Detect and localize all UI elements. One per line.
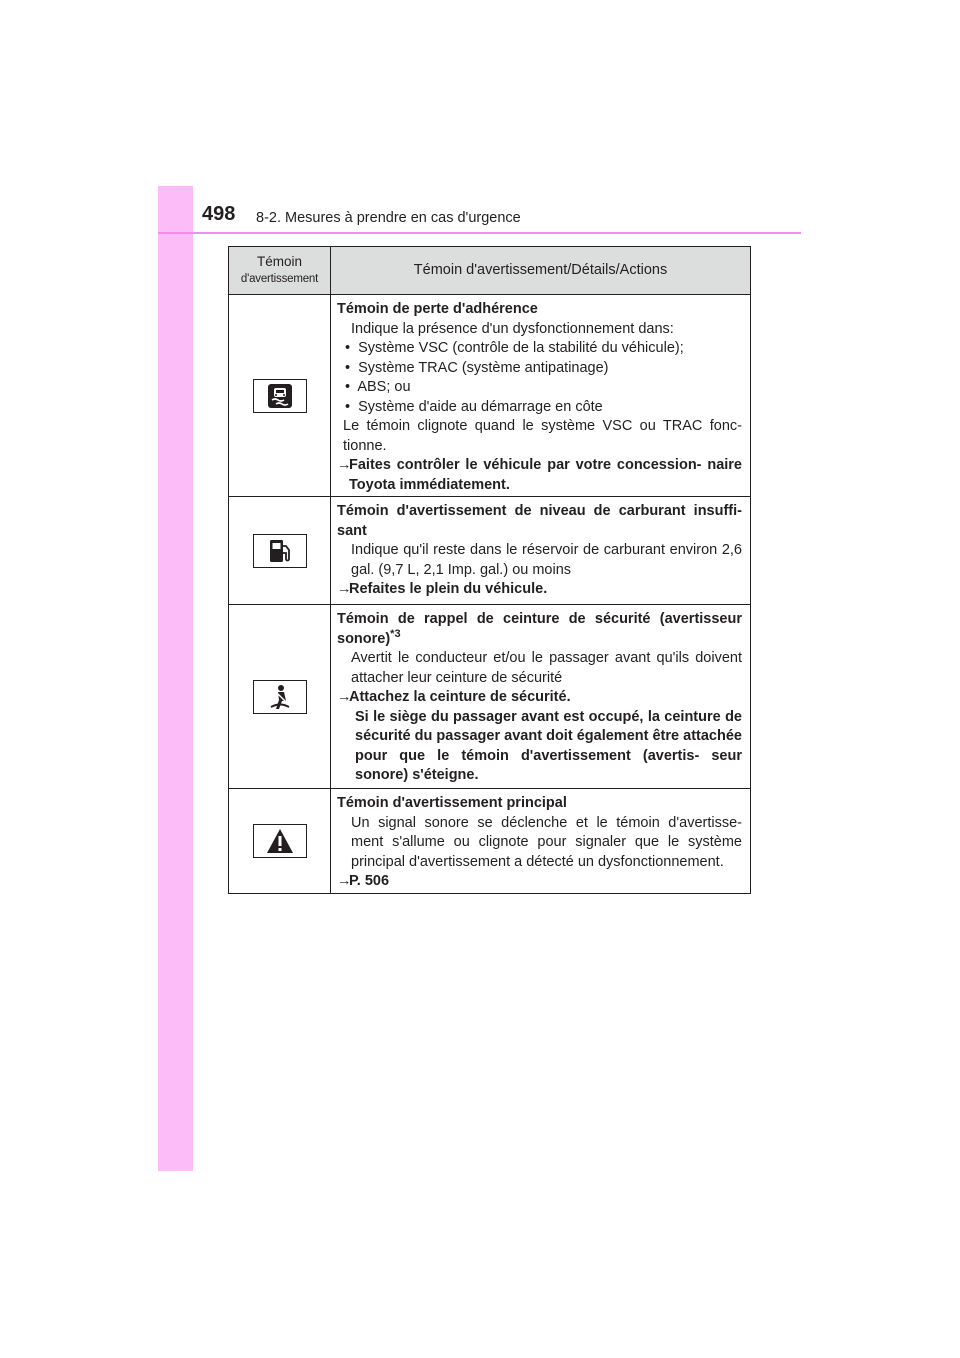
header-light-line1: Témoin [256,254,302,269]
row-intro: Indique la présence d'un dysfonctionnement dans: [351,320,674,337]
table-row [229,295,750,497]
row-note: Le témoin clignote quand le système VSC ou TRAC fonc- tionne. [343,418,742,454]
side-tab-bar [158,186,193,1171]
page-reference[interactable]: P. 506 [349,873,390,889]
row-action [337,688,742,708]
row-text: Un signal sonore se déclenche et le témoin d'avertisse- ment s'allume ou clignote pour signaler que le système principal d'avertissement a détecté un dysfonctionnement. [351,814,742,870]
bullet-text: ABS; ou [357,379,411,395]
header-cell-details: Témoin d'avertissement/Détails/Actions [413,261,668,278]
table-row [229,497,750,605]
action-detail: Si le siège du passager avant est occupé, la ceinture de sécurité du passager avant doit également être attachée pour que le témoin d'avertissement (avertis- seur sonore) s'éteigne. [355,708,742,783]
details-cell [331,497,750,604]
icon-cell [229,789,331,893]
row-title: Témoin d'avertissement principal [337,795,567,811]
header-cell-light [229,247,331,294]
page-number: 498 [202,203,236,225]
slip-indicator-icon [253,379,307,413]
icon-cell [229,497,331,604]
header-light-line2: d'avertissement [240,273,319,285]
row-title: Témoin de perte d'adhérence [337,301,538,317]
bullet-item [337,378,742,398]
details-cell [331,789,750,893]
bullet-glyph: • [345,340,351,356]
table-row [229,789,750,893]
arrow-icon: → [337,689,352,705]
section-title: 8-2. Mesures à prendre en cas d'urgence [256,210,521,226]
table-row [229,605,750,789]
bullet-item [337,339,742,359]
bullet-text: Système VSC (contrôle de la stabilité du véhicule); [358,340,684,356]
action-text: Attachez la ceinture de sécurité. [349,689,571,705]
action-text: Faites contrôler le véhicule par votre concession- naire Toyota immédiatement. [349,457,742,493]
row-action [337,456,742,495]
bullet-text: Système d'aide au démarrage en côte [358,398,603,415]
row-text: Avertit le conducteur et/ou le passager avant qu'ils doivent attacher leur ceinture de sécurité [351,650,742,686]
icon-cell [229,605,331,788]
arrow-icon: → [337,457,352,473]
details-cell [331,605,750,788]
table-header-row [229,247,750,295]
row-action [337,580,742,600]
footnote-marker: *3 [390,627,401,640]
header-divider [158,232,801,234]
row-title [337,610,742,649]
bullet-item [337,398,742,418]
bullet-item [337,359,742,379]
details-cell [331,295,750,496]
warning-lights-table [228,246,751,894]
arrow-icon: → [337,873,352,889]
arrow-icon: → [337,581,352,597]
row-title-text: Témoin de rappel de ceinture de sécurité (avertisseur sonore) [337,611,742,647]
master-warning-icon [253,824,307,858]
fuel-pump-icon [253,534,307,568]
bullet-glyph: • [345,359,351,376]
row-action [337,872,742,892]
action-text: Refaites le plein du véhicule. [349,581,548,597]
bullet-glyph: • [345,379,351,395]
icon-cell [229,295,331,496]
bullet-glyph: • [345,398,351,415]
bullet-text: Système TRAC (système antipatinage) [358,359,609,376]
seatbelt-icon [253,680,307,714]
row-text: Indique qu'il reste dans le réservoir de carburant environ 2,6 gal. (9,7 L, 2,1 Imp. gal.) ou moins [351,542,742,578]
row-title: Témoin d'avertissement de niveau de carburant insuffi- sant [337,503,742,539]
